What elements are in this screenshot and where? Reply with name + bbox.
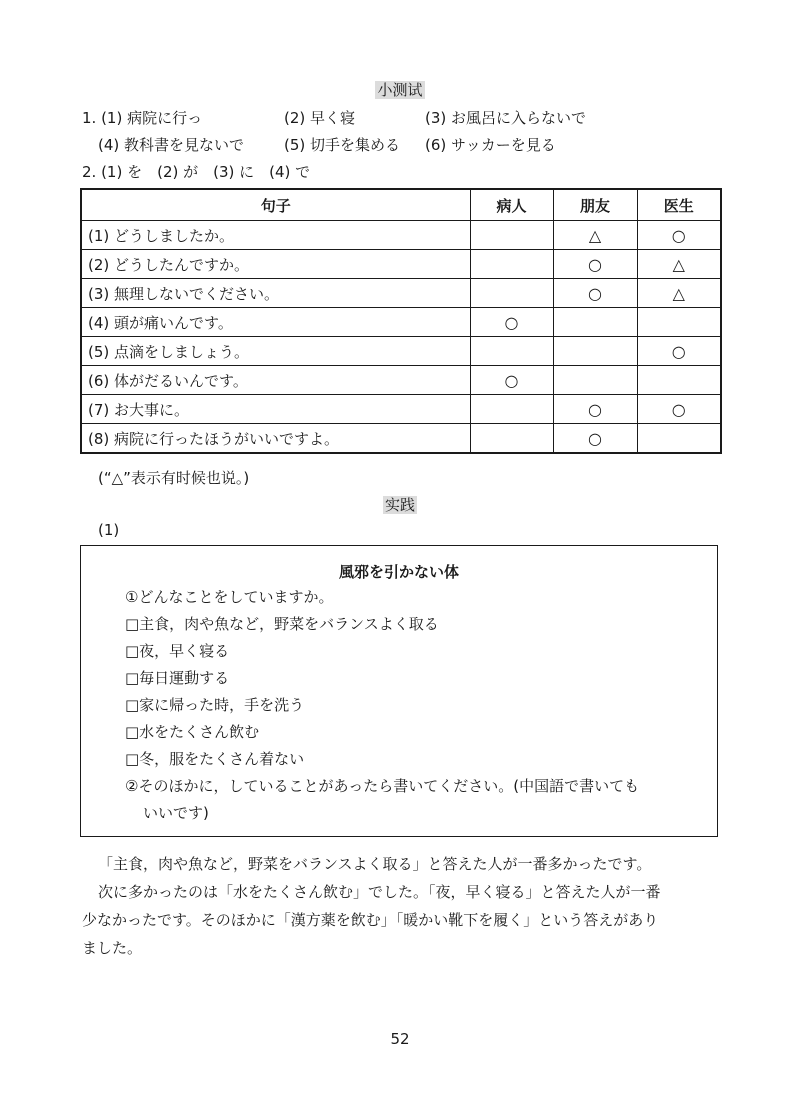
friend-cell [553, 337, 637, 366]
doctor-cell: ○ [637, 337, 721, 366]
survey-question-2-cont: いいです) [143, 804, 209, 822]
paragraph-2-line-1: 次に多かったのは「水をたくさん飲む」でした。「夜，早く寝る」と答えた人が一番 [98, 883, 661, 901]
survey-option: □家に帰った時，手を洗う [125, 696, 305, 714]
sentence-cell: (2) どうしたんですか。 [81, 250, 470, 279]
header-sentence: 句子 [81, 189, 470, 221]
sentence-cell: (4) 頭が痛いんです。 [81, 308, 470, 337]
paragraph-2-line-3: ました。 [82, 939, 143, 957]
sentence-cell: (8) 病院に行ったほうがいいですよ。 [81, 424, 470, 454]
paragraph-2-line-2: 少なかったです。そのほかに「漢方薬を飲む」「暖かい靴下を履く」という答えがあり [82, 911, 659, 929]
table-row [81, 279, 721, 308]
patient-cell: ○ [470, 308, 553, 337]
friend-cell: ○ [553, 279, 637, 308]
header-patient: 病人 [470, 189, 553, 221]
patient-cell [470, 337, 553, 366]
patient-cell [470, 221, 553, 250]
friend-cell [553, 308, 637, 337]
survey-option: □主食，肉や魚など，野菜をバランスよく取る [125, 615, 439, 633]
doctor-cell [637, 366, 721, 395]
practice-item-label: (1) [98, 521, 120, 539]
sentence-cell: (3) 無理しないでください。 [81, 279, 470, 308]
table-row [81, 221, 721, 250]
practice-title-text: 实践 [384, 496, 415, 514]
doctor-cell [637, 308, 721, 337]
survey-heading: 風邪を引かない体 [338, 563, 459, 581]
practice-title [0, 494, 800, 515]
friend-cell: ○ [553, 424, 637, 454]
quiz-q1-item-5: (5) 切手を集める [284, 136, 401, 154]
table-row [81, 250, 721, 279]
doctor-cell: ○ [637, 395, 721, 424]
patient-cell [470, 395, 553, 424]
sentence-cell: (7) お大事に。 [81, 395, 470, 424]
friend-cell: △ [553, 221, 637, 250]
friend-cell: ○ [553, 250, 637, 279]
quiz-q1-item-2: (2) 早く寝 [284, 109, 356, 127]
doctor-cell [637, 424, 721, 454]
quiz-q1-item-3: (3) お風呂に入らないで [425, 109, 587, 127]
survey-option: □夜，早く寝る [125, 642, 230, 660]
survey-question-2: ②そのほかに，していることがあったら書いてください。(中国語で書いても [125, 777, 640, 795]
quiz-q1-item-1: 1. (1) 病院に行っ [82, 109, 203, 127]
table-row [81, 337, 721, 366]
sentence-cell: (1) どうしましたか。 [81, 221, 470, 250]
table-header-row [81, 189, 721, 221]
patient-cell [470, 279, 553, 308]
table-row [81, 424, 721, 454]
friend-cell [553, 366, 637, 395]
survey-option: □水をたくさん飲む [125, 723, 260, 741]
quiz-q2: 2. (1) を (2) が (3) に (4) で [82, 163, 311, 181]
doctor-cell: ○ [637, 221, 721, 250]
table-row [81, 395, 721, 424]
doctor-cell: △ [637, 279, 721, 308]
paragraph-1: 「主食，肉や魚など，野菜をバランスよく取る」と答えた人が一番多かったです。 [98, 855, 652, 873]
quiz-title-text: 小测试 [377, 81, 423, 99]
survey-option: □毎日運動する [125, 669, 230, 687]
sentence-cell: (5) 点滴をしましょう。 [81, 337, 470, 366]
speaker-table [80, 188, 722, 454]
friend-cell: ○ [553, 395, 637, 424]
quiz-q1-item-6: (6) サッカーを見る [425, 136, 556, 154]
table-note: (“△”表示有时候也说。) [98, 469, 250, 487]
patient-cell [470, 250, 553, 279]
header-friend: 朋友 [553, 189, 637, 221]
table-row [81, 366, 721, 395]
patient-cell [470, 424, 553, 454]
quiz-q1-item-4: (4) 教科書を見ないで [98, 136, 245, 154]
survey-box [80, 545, 718, 837]
survey-question-1: ①どんなことをしていますか。 [125, 588, 334, 606]
quiz-title [0, 79, 800, 100]
page-number: 52 [390, 1030, 410, 1048]
patient-cell: ○ [470, 366, 553, 395]
doctor-cell: △ [637, 250, 721, 279]
sentence-cell: (6) 体がだるいんです。 [81, 366, 470, 395]
table-row [81, 308, 721, 337]
survey-option: □冬，服をたくさん着ない [125, 750, 305, 768]
header-doctor: 医生 [637, 189, 721, 221]
